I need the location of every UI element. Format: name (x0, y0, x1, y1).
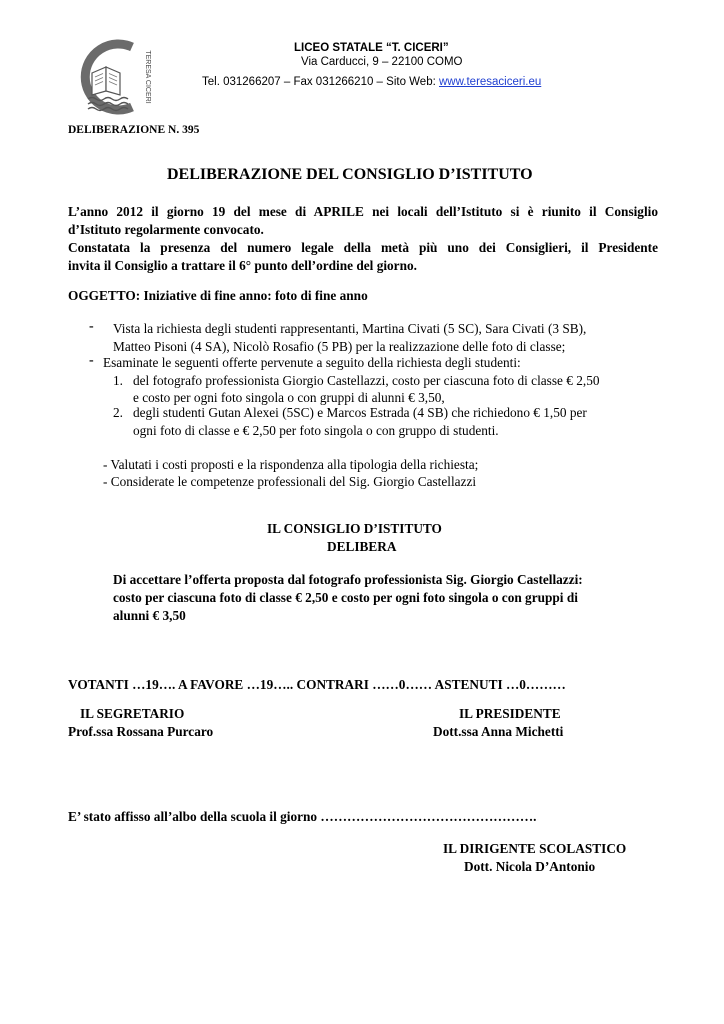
bullet-dash: - (89, 319, 94, 334)
premise-text: Esaminate le seguenti offerte pervenute a seguito della richiesta degli studenti: (103, 355, 521, 370)
premise-text: Vista la richiesta degli studenti rappresentanti, Martina Civati (5 SC), Sara Civati (3 SB), (113, 321, 587, 336)
intro-line: L’anno 2012 il giorno 19 del mese di APRILE nei locali dell’Istituto si è riunito il Consiglio (68, 204, 658, 219)
deliberation-number: DELIBERAZIONE N. 395 (68, 124, 200, 136)
premise-text: Matteo Pisoni (4 SA), Nicolò Rosafio (5 PB) per la realizzazione delle foto di classe; (113, 339, 566, 354)
council-heading: IL CONSIGLIO D’ISTITUTO (267, 521, 442, 536)
offer-text: degli studenti Gutan Alexei (5SC) e Marcos Estrada (4 SB) che richiedono € 1,50 per (133, 405, 587, 420)
decision-line: Di accettare l’offerta proposta dal fotografo professionista Sig. Giorgio Castellazzi: (113, 572, 583, 587)
document-title: DELIBERAZIONE DEL CONSIGLIO D’ISTITUTO (167, 166, 533, 183)
offer-text: del fotografo professionista Giorgio Castellazzi, costo per ciascuna foto di classe € 2,50 (133, 373, 600, 388)
logo-text: TERESA CICERI (144, 50, 151, 104)
contacts-text: Tel. 031266207 – Fax 031266210 – Sito Web: (202, 76, 439, 88)
bullet-dash: - (89, 353, 94, 368)
school-contacts (202, 76, 541, 88)
offer-number: 1. (113, 373, 123, 388)
president-title: IL PRESIDENTE (459, 706, 561, 721)
decision-paragraph (113, 571, 583, 625)
posting-line: E’ stato affisso all’albo della scuola il giorno …………………………………………. (68, 809, 537, 824)
secretary-name: Prof.ssa Rossana Purcaro (68, 724, 214, 739)
premise-text: - Considerate le competenze professionali del Sig. Giorgio Castellazzi (103, 474, 477, 489)
intro-paragraph (68, 203, 658, 275)
decision-line: alunni € 3,50 (113, 608, 186, 623)
school-address: Via Carducci, 9 – 22100 COMO (301, 56, 463, 68)
school-name: LICEO STATALE “T. CICERI” (294, 42, 449, 54)
decision-line: costo per ciascuna foto di classe € 2,50 e costo per ogni foto singola o con gruppi di (113, 590, 578, 605)
secretary-title: IL SEGRETARIO (80, 706, 185, 721)
school-logo (68, 33, 154, 121)
offer-text: ogni foto di classe e € 2,50 per foto singola o con gruppo di studenti. (133, 423, 499, 438)
intro-line: invita il Consiglio a trattare il 6° punto dell’ordine del giorno. (68, 258, 417, 273)
offer-number: 2. (113, 405, 123, 420)
offer-text: e costo per ogni foto singola o con gruppi di alunni € 3,50, (133, 390, 445, 405)
president-name: Dott.ssa Anna Michetti (433, 724, 564, 739)
premise-text: - Valutati i costi proposti e la rispondenza alla tipologia della richiesta; (103, 457, 479, 472)
intro-line: d’Istituto regolarmente convocato. (68, 222, 264, 237)
delibera-heading: DELIBERA (327, 539, 397, 554)
intro-line: Constatata la presenza del numero legale della metà più uno dei Consiglieri, il Presidente (68, 240, 658, 255)
website-link[interactable]: www.teresaciceri.eu (439, 76, 542, 88)
votes-line: VOTANTI …19…. A FAVORE …19….. CONTRARI ……0…… ASTENUTI …0……… (68, 677, 566, 692)
principal-title: IL DIRIGENTE SCOLASTICO (443, 841, 627, 856)
subject-line: OGGETTO: Iniziative di fine anno: foto di fine anno (68, 288, 368, 303)
principal-name: Dott. Nicola D’Antonio (464, 859, 596, 874)
